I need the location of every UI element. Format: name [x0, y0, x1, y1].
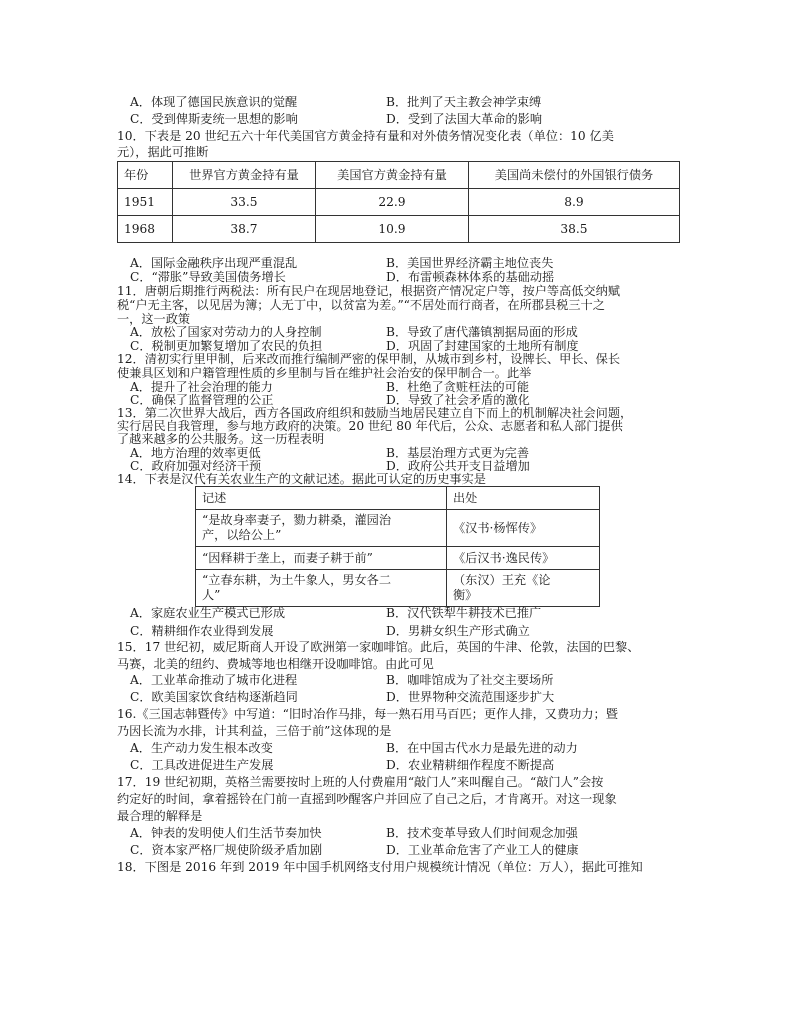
quote-line: 产，以给公上” — [202, 528, 282, 542]
table-row — [196, 547, 600, 570]
q11-option-c: C．税制更加繁复增加了农民的负担 — [130, 339, 323, 353]
q13-option-c: C．政府加强对经济干预 — [130, 459, 262, 473]
table-row — [196, 510, 600, 547]
q9-option-a: A．体现了德国民族意识的觉醒 — [130, 95, 298, 109]
table-header-cell: 出处 — [447, 487, 600, 510]
q14-option-b: B．汉代铁犁牛耕技术已推广 — [386, 606, 542, 620]
table-cell: 33.5 — [173, 189, 316, 216]
q15-option-c: C．欧美国家饮食结构逐渐趋同 — [130, 690, 298, 704]
q13-option-d: D．政府公共开支日益增加 — [386, 459, 530, 473]
table-cell — [447, 547, 600, 570]
quote-line: “是故身率妻子，勠力耕桑，灌园治 — [202, 513, 392, 527]
q17-stem-line1: 17．19 世纪初期，英格兰需要按时上班的人付费雇用“敲门人”来叫醒自己。“敲门人”会按 — [117, 775, 604, 789]
q10-stem-line2: 元），据此可推断 — [117, 145, 209, 159]
table-header-row — [196, 487, 600, 510]
q10-table — [117, 161, 680, 243]
table-cell: 1951 — [118, 189, 173, 216]
table-header-row — [118, 162, 680, 189]
table-cell: 38.5 — [469, 216, 680, 243]
table-cell: 10.9 — [316, 216, 469, 243]
q16-stem-line2: 乃因长流为水排，计其利益，三倍于前”这体现的是 — [117, 724, 392, 738]
q11-stem-line1: 11．唐朝后期推行两税法：所有民户在现居地登记，根据资产情况定户等，按户等高低交纳赋 — [117, 284, 621, 298]
q15-stem-line2: 马赛，北美的纽约、费城等地也相继开设咖啡馆。由此可见 — [117, 657, 434, 671]
q12-option-a: A．提升了社会治理的能力 — [130, 380, 273, 394]
table-cell: 22.9 — [316, 189, 469, 216]
q16-option-c: C．工具改进促进生产发展 — [130, 758, 274, 772]
q16-stem-line1: 16.《三国志韩暨传》中写道：“旧时冶作马排，每一熟石用马百匹；更作人排，又费功力；暨 — [117, 707, 618, 721]
table-cell: 1968 — [118, 216, 173, 243]
q10-option-b: B．美国世界经济霸主地位丧失 — [386, 256, 554, 270]
q11-stem-line3: 一，这一政策 — [117, 312, 191, 326]
q9-option-b: B．批判了天主教会神学束缚 — [386, 95, 542, 109]
q13-stem-line1: 13．第二次世界大战后，西方各国政府组织和鼓励当地居民建立自下而上的机制解决社会问题， — [117, 406, 633, 420]
quote-line: “立春东耕，为土牛象人，男女各二 — [202, 573, 392, 587]
table-header-cell: 美国尚未偿付的外国银行债务 — [469, 162, 680, 189]
q11-option-b: B．导致了唐代藩镇割据局面的形成 — [386, 325, 578, 339]
table-cell — [447, 510, 600, 547]
q10-stem-line1: 10．下表是 20 世纪五六十年代美国官方黄金持有量和对外债务情况变化表（单位：10 亿美 — [117, 129, 614, 143]
table-header-cell: 记述 — [196, 487, 447, 510]
q9-option-c: C．受到俾斯麦统一思想的影响 — [130, 112, 298, 126]
quote-line: 人” — [202, 588, 221, 602]
q15-stem-line1: 15．17 世纪初，威尼斯商人开设了欧洲第一家咖啡馆。此后，英国的牛津、伦敦，法国的巴黎、 — [117, 640, 640, 654]
table-cell — [196, 570, 447, 607]
table-cell — [447, 570, 600, 607]
table-header-cell: 美国官方黄金持有量 — [316, 162, 469, 189]
q17-stem-line3: 最合理的解释是 — [117, 809, 203, 823]
q10-option-c: C．“滞胀”导致美国债务增长 — [130, 270, 286, 284]
q17-stem-line2: 约定好的时间，拿着摇铃在门前一直摇到吵醒客户并回应了自己之后，才肯离开。对这一现象 — [117, 792, 617, 806]
table-cell: 8.9 — [469, 189, 680, 216]
q18-stem-line1: 18．下图是 2016 年到 2019 年中国手机网络支付用户规模统计情况（单位：万人），据此可推知 — [117, 860, 643, 874]
q14-option-d: D．男耕女织生产形式确立 — [386, 624, 530, 638]
q12-option-b: B．杜绝了贪赃枉法的可能 — [386, 380, 530, 394]
q13-option-b: B．基层治理方式更为完善 — [386, 446, 530, 460]
q16-option-a: A．生产动力发生根本改变 — [130, 741, 273, 755]
q14-stem: 14．下表是汉代有关农业生产的文献记述。据此可认定的历史事实是 — [117, 472, 486, 486]
q17-option-c: C．资本家严格厂规使阶级矛盾加剧 — [130, 843, 323, 857]
q11-option-d: D．巩固了封建国家的土地所有制度 — [386, 339, 579, 353]
q17-option-d: D．工业革命危害了产业工人的健康 — [386, 843, 579, 857]
q13-stem-line2: 实行居民自我管理，参与地方政府的决策。20 世纪 80 年代后，公众、志愿者和私人部门提供 — [117, 419, 623, 433]
table-header-cell: 年份 — [118, 162, 173, 189]
q12-option-c: C．确保了监督管理的公正 — [130, 393, 274, 407]
table-row — [118, 216, 680, 243]
source-line: 衡》 — [453, 588, 478, 602]
q10-option-a: A．国际金融秩序出现严重混乱 — [130, 256, 298, 270]
table-row — [196, 570, 600, 607]
q14-table — [195, 486, 600, 607]
q13-stem-line3: 了越来越多的公共服务。这一历程表明 — [117, 432, 325, 446]
q13-option-a: A．地方治理的效率更低 — [130, 446, 261, 460]
table-cell — [196, 547, 447, 570]
q17-option-b: B．技术变革导致人们时间观念加强 — [386, 826, 578, 840]
q14-option-c: C．精耕细作农业得到发展 — [130, 624, 274, 638]
quote-line: “因释耕于垄上，而妻子耕于前” — [202, 550, 373, 565]
table-header-cell: 世界官方黄金持有量 — [173, 162, 316, 189]
q12-option-d: D．导致了社会矛盾的激化 — [386, 393, 530, 407]
q12-stem-line1: 12．清初实行里甲制，后来改而推行编制严密的保甲制，从城市到乡村，设牌长、甲长、保长 — [117, 352, 621, 366]
table-row — [118, 189, 680, 216]
source-line: （东汉）王充《论 — [453, 573, 551, 587]
q17-option-a: A．钟表的发明使人们生活节奏加快 — [130, 826, 322, 840]
q11-stem-line2: 税“户无主客，以见居为簿；人无丁中，以贫富为差。”“不居处而行商者，在所郡县税三十之 — [117, 298, 605, 312]
table-cell: 38.7 — [173, 216, 316, 243]
q16-option-d: D．农业精耕细作程度不断提高 — [386, 758, 555, 772]
q11-option-a: A．放松了国家对劳动力的人身控制 — [130, 325, 322, 339]
q10-option-d: D．布雷顿森林体系的基础动摇 — [386, 270, 555, 284]
q15-option-d: D．世界物种交流范围逐步扩大 — [386, 690, 555, 704]
source-line: 《汉书·杨恽传》 — [453, 520, 543, 535]
q16-option-b: B．在中国古代水力是最先进的动力 — [386, 741, 578, 755]
table-cell — [196, 510, 447, 547]
q9-option-d: D．受到了法国大革命的影响 — [386, 112, 543, 126]
q15-option-b: B．咖啡馆成为了社交主要场所 — [386, 673, 554, 687]
q12-stem-line2: 使兼具区划和户籍管理性质的乡里制与旨在维护社会治安的保甲制合一。此举 — [117, 366, 532, 380]
q15-option-a: A．工业革命推动了城市化进程 — [130, 673, 298, 687]
q14-option-a: A．家庭农业生产模式已形成 — [130, 606, 286, 620]
source-line: 《后汉书·逸民传》 — [453, 550, 555, 565]
